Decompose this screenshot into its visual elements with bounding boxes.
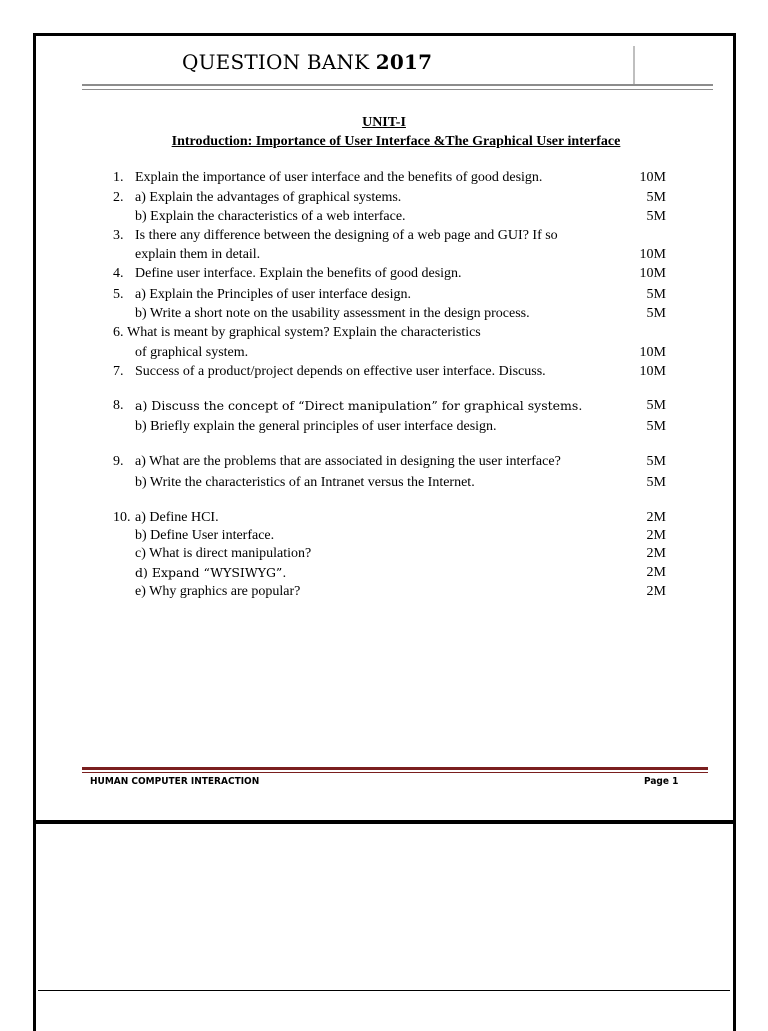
question-text: a) Discuss the concept of “Direct manipulation” for graphical systems. — [135, 398, 583, 413]
question-number: 8. — [113, 398, 124, 413]
question-number: 9. — [113, 454, 124, 469]
question-text: a) Explain the advantages of graphical systems. — [135, 190, 402, 205]
question-number: 2. — [113, 190, 124, 205]
question-marks: 2M — [646, 584, 666, 599]
question-marks: 10M — [639, 345, 666, 360]
question-marks: 10M — [639, 266, 666, 281]
question-marks: 5M — [646, 454, 666, 469]
question-marks: 5M — [646, 398, 666, 413]
question-marks: 2M — [646, 510, 666, 525]
question-text: c) What is direct manipulation? — [135, 546, 312, 561]
question-marks: 5M — [646, 306, 666, 321]
question-marks: 5M — [646, 190, 666, 205]
header-rule — [82, 84, 713, 86]
question-marks: 10M — [639, 170, 666, 185]
question-text: What is meant by graphical system? Explain the characteristics — [127, 325, 481, 340]
question-marks: 10M — [639, 364, 666, 379]
question-text: d) Expand “WYSIWYG”. — [135, 565, 287, 580]
next-page-border — [33, 821, 736, 1031]
footer-page-number: Page 1 — [644, 776, 679, 787]
header-rule-thin — [82, 89, 713, 90]
question-text: of graphical system. — [135, 345, 249, 360]
header-year: 2017 — [375, 50, 433, 74]
question-text: Explain the importance of user interface and the benefits of good design. — [135, 170, 543, 185]
question-text: a) Define HCI. — [135, 510, 219, 525]
header-divider — [633, 46, 635, 84]
question-number: 7. — [113, 364, 124, 379]
footer-course-name: HUMAN COMPUTER INTERACTION — [90, 776, 260, 787]
question-marks: 5M — [646, 287, 666, 302]
question-marks: 2M — [646, 565, 666, 580]
footer-rule-thin — [82, 772, 708, 773]
question-text: Define user interface. Explain the benefits of good design. — [135, 266, 462, 281]
page-header-title — [182, 50, 432, 74]
question-marks: 10M — [639, 247, 666, 262]
next-page-rule — [38, 990, 730, 991]
question-text: b) Write the characteristics of an Intranet versus the Internet. — [135, 475, 475, 490]
question-text: e) Why graphics are popular? — [135, 584, 301, 599]
question-text: b) Briefly explain the general principles of user interface design. — [135, 419, 497, 434]
question-text: a) Explain the Principles of user interface design. — [135, 287, 412, 302]
question-number: 4. — [113, 266, 124, 281]
question-text: b) Define User interface. — [135, 528, 275, 543]
question-text: explain them in detail. — [135, 247, 261, 262]
question-marks: 2M — [646, 546, 666, 561]
question-number: 6. — [113, 325, 124, 340]
unit-title: UNIT-I — [362, 115, 406, 130]
question-text: b) Explain the characteristics of a web interface. — [135, 209, 406, 224]
question-number: 3. — [113, 228, 124, 243]
question-marks: 5M — [646, 475, 666, 490]
question-marks: 5M — [646, 209, 666, 224]
question-number: 5. — [113, 287, 124, 302]
question-marks: 5M — [646, 419, 666, 434]
question-text: a) What are the problems that are associated in designing the user interface? — [135, 454, 561, 469]
unit-subtitle: Introduction: Importance of User Interface &The Graphical User interface — [171, 134, 621, 149]
question-marks: 2M — [646, 528, 666, 543]
question-text: Is there any difference between the designing of a web page and GUI? If so — [135, 228, 558, 243]
footer-rule — [82, 767, 708, 770]
question-number: 10. — [113, 510, 131, 525]
question-text: Success of a product/project depends on effective user interface. Discuss. — [135, 364, 546, 379]
header-title-text: QUESTION BANK — [182, 50, 370, 74]
question-text: b) Write a short note on the usability assessment in the design process. — [135, 306, 530, 321]
question-number: 1. — [113, 170, 124, 185]
